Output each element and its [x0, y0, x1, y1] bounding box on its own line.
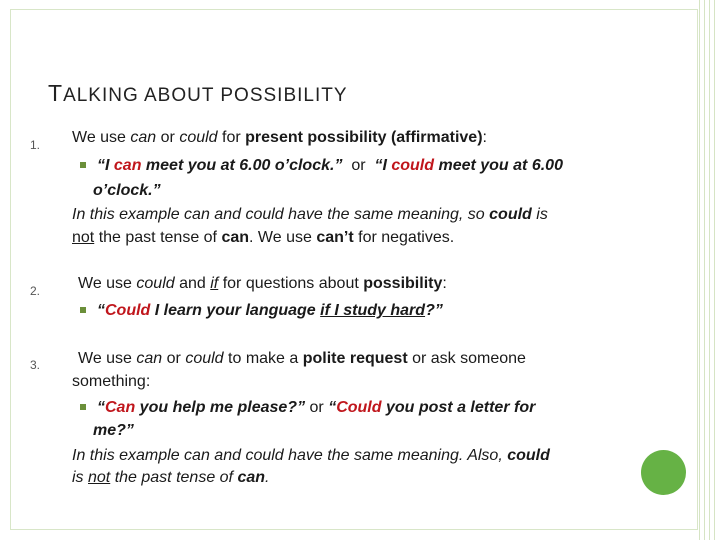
title-rest: ALKING ABOUT POSSIBILITY [63, 85, 348, 106]
item-1-note: In this example can and could have the same meaning, so could is [72, 206, 548, 223]
item-number: 2. [30, 284, 41, 298]
slide-title [48, 80, 348, 107]
decorative-rule [699, 0, 700, 540]
item-2-example: “Could I learn your language if I study hard?” [80, 302, 443, 320]
bullet-icon [80, 307, 86, 313]
item-3-note-cont: is not the past tense of can. [72, 469, 270, 486]
item-1-note-cont: not the past tense of can. We use can’t for negatives. [72, 229, 455, 246]
item-3-example: “Can you help me please?” or “Could you post a letter for [80, 399, 535, 417]
decorative-green-circle [641, 450, 686, 495]
bullet-icon [80, 404, 86, 410]
item-3-note: In this example can and could have the same meaning. Also, could [72, 447, 550, 464]
title-first-letter: T [48, 80, 64, 106]
item-number: 1. [30, 138, 41, 152]
item-1-example-cont: o’clock.” [93, 182, 161, 199]
item-3-line-2: something: [72, 373, 151, 390]
decorative-rule [714, 0, 715, 540]
item-1-line-1: We use can or could for present possibility (affirmative): [72, 129, 487, 146]
item-3-example-cont: me?” [93, 422, 134, 439]
item-1-example: “I can meet you at 6.00 o’clock.” or “I could meet you at 6.00 [80, 157, 563, 175]
item-3-line-1: We use can or could to make a polite request or ask someone [78, 350, 526, 367]
decorative-rule [704, 0, 705, 540]
decorative-rule [709, 0, 710, 540]
item-2-line-1: We use could and if for questions about possibility: [78, 275, 447, 292]
bullet-icon [80, 162, 86, 168]
item-number: 3. [30, 358, 41, 372]
